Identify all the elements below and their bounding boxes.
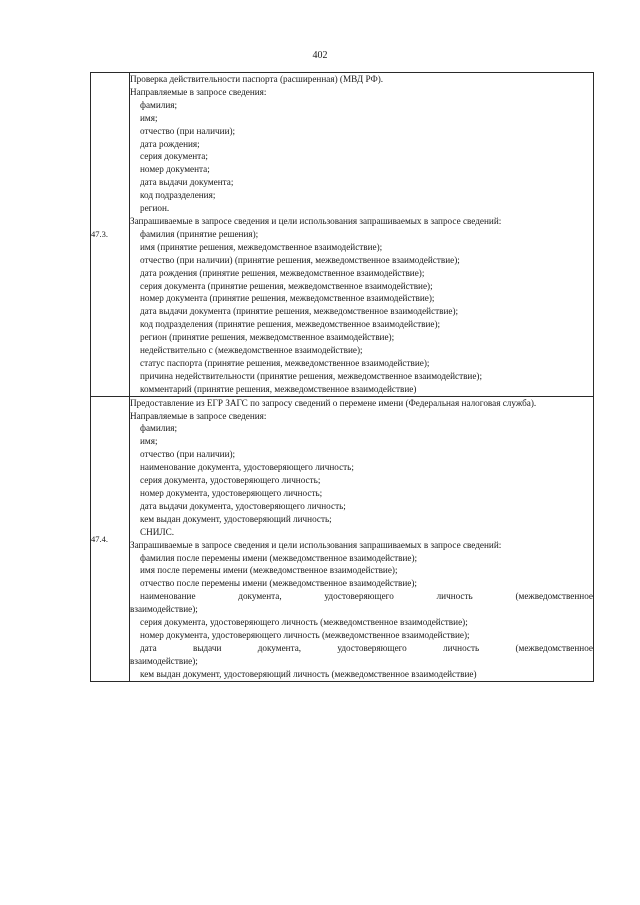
row-content [130, 396, 594, 681]
list-item: регион. [140, 203, 170, 214]
list-item: код подразделения (принятие решения, межведомственное взаимодействие); [140, 319, 441, 330]
list-item: серия документа, удостоверяющего личность; [140, 475, 321, 486]
list-item: отчество после перемены имени (межведомственное взаимодействие); [140, 578, 417, 589]
list-item: отчество (при наличии) (принятие решения, межведомственное взаимодействие); [140, 254, 460, 265]
list-item: отчество (при наличии); [140, 449, 236, 460]
list-item: номер документа, удостоверяющего личность; [140, 488, 323, 498]
list-item: номер документа, удостоверяющего личность (межведомственное взаимодействие); [140, 629, 470, 640]
list-item: статус паспорта (принятие решения, межведомственное взаимодействие); [140, 357, 430, 368]
list-item: дата выдачи документа, удостоверяющего личность (межведомственное [140, 642, 593, 653]
row-title: Проверка действительности паспорта (расширенная) (МВД РФ). [130, 74, 384, 84]
list-item: наименование документа, удостоверяющего личность; [140, 462, 354, 473]
list-item: СНИЛС. [140, 526, 175, 537]
list-item: серия документа, удостоверяющего личность (межведомственное взаимодействие); [140, 617, 468, 628]
list-item: причина недействительности (принятие решения, межведомственное взаимодействие); [140, 370, 483, 381]
requested-heading: Запрашиваемые в запросе сведения и цели использования запрашиваемых в запросе сведений: [130, 215, 502, 226]
list-item: кем выдан документ, удостоверяющий личность; [140, 513, 332, 524]
list-item: наименование документа, удостоверяющего личность (межведомственное [140, 591, 593, 602]
list-item: код подразделения; [140, 190, 216, 201]
requested-heading: Запрашиваемые в запросе сведения и цели использования запрашиваемых в запросе сведений: [130, 539, 502, 550]
list-item-continuation: взаимодействие); [130, 604, 198, 615]
list-item: дата рождения (принятие решения, межведомственное взаимодействие); [140, 267, 425, 278]
table-row [91, 73, 594, 397]
row-content [130, 73, 594, 397]
list-item: имя; [140, 436, 158, 447]
list-item: дата выдачи документа; [140, 177, 234, 188]
list-item: регион (принятие решения, межведомственное взаимодействие); [140, 332, 395, 343]
list-item: фамилия (принятие решения); [140, 228, 259, 239]
list-item: серия документа; [140, 151, 208, 162]
list-item: номер документа; [140, 164, 210, 175]
list-item: имя (принятие решения, межведомственное взаимодействие); [140, 241, 383, 252]
list-item: фамилия; [140, 423, 178, 434]
list-item: имя; [140, 112, 158, 123]
list-item: фамилия после перемены имени (межведомственное взаимодействие); [140, 552, 418, 563]
list-item: дата выдачи документа (принятие решения, межведомственное взаимодействие); [140, 306, 459, 317]
list-item: недействительно с (межведомственное взаимодействие); [140, 345, 363, 356]
list-item: дата рождения; [140, 138, 200, 149]
list-item: дата выдачи документа, удостоверяющего личность; [140, 500, 346, 511]
list-item: имя после перемены имени (межведомственное взаимодействие); [140, 565, 398, 576]
sent-heading: Направляемые в запросе сведения: [130, 86, 267, 97]
list-item: серия документа (принятие решения, межведомственное взаимодействие); [140, 280, 433, 291]
row-title: Предоставление из ЕГР ЗАГС по запросу сведений о перемене имени (Федеральная налоговая служба). [130, 397, 537, 408]
list-item: кем выдан документ, удостоверяющий личность (межведомственное взаимодействие) [140, 668, 477, 679]
list-item-continuation: взаимодействие); [130, 655, 198, 666]
list-item: комментарий (принятие решения, межведомственное взаимодействие) [140, 383, 417, 394]
list-item: фамилия; [140, 99, 178, 110]
list-item: отчество (при наличии); [140, 125, 236, 136]
row-number: 47.3. [91, 73, 130, 397]
list-item: номер документа (принятие решения, межведомственное взаимодействие); [140, 293, 435, 304]
row-number: 47.4. [91, 396, 130, 681]
sent-heading: Направляемые в запросе сведения: [130, 410, 267, 421]
requirements-table [90, 72, 594, 682]
page-number: 402 [312, 50, 328, 61]
table-row [91, 396, 594, 681]
